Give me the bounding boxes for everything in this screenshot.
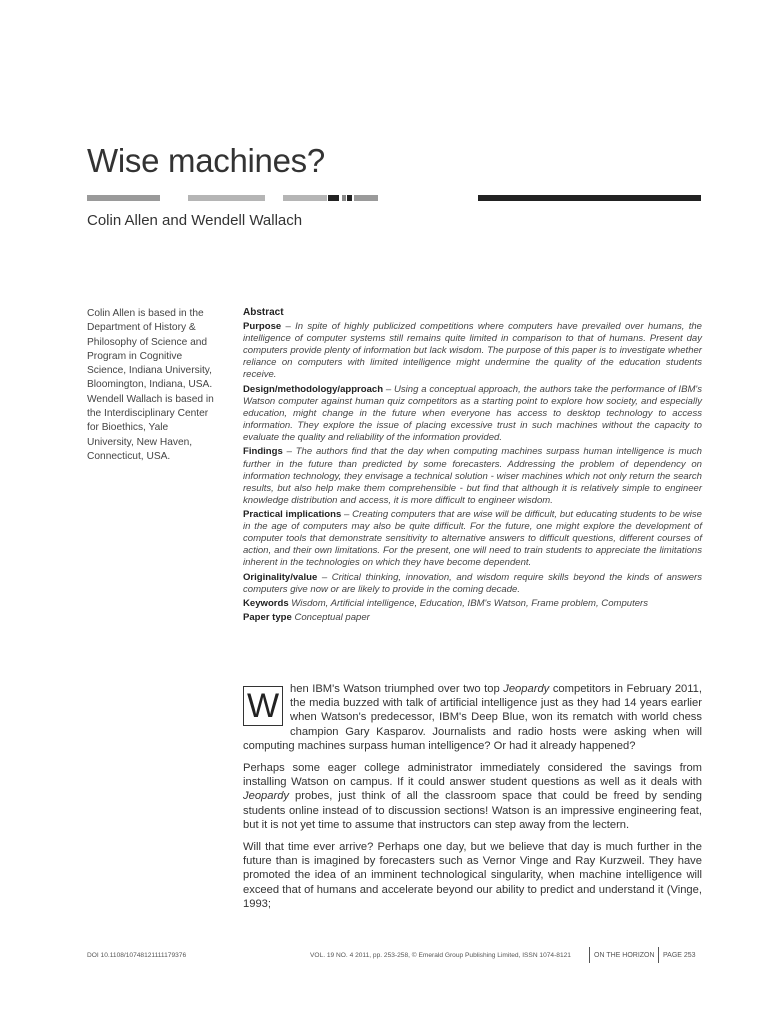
originality-label: Originality/value [243, 571, 318, 583]
purpose-text: – In spite of highly publicized competitions where computers have prevailed over humans, the intelligence of computer systems still remains quite limited in comparison to that of humans. Present day computers provide plenty of information but lack wisdom. The purpose of this paper is to investigate whether reliance on computers with limited intelligence might undermine the quality of the education students receive. [243, 321, 702, 381]
drop-cap: W [243, 686, 283, 726]
abstract-heading: Abstract [243, 307, 284, 318]
footer-journal: ON THE HORIZON [594, 952, 655, 959]
rule-segment [87, 195, 160, 201]
body-paragraph [243, 761, 702, 832]
purpose-label: Purpose [243, 321, 282, 333]
papertype-label: Paper type [243, 612, 292, 624]
body-paragraph [243, 682, 702, 753]
rule-segment [342, 195, 346, 201]
abstract-keywords [243, 598, 702, 610]
findings-text: – The authors find that the day when computing machines surpass human intelligence is much further in the future than predicted by some forecasters. Addressing the problem of dependency on information technology, they envisage a technical solution - wiser machines which not only return the search results, but also help make them comprehensible - but find that although it is relatively simple to engineer knowledge distribution and access, it is more difficult to engineer wisdom. [243, 446, 702, 506]
rule-segment [347, 195, 352, 201]
footer-doi: DOI 10.1108/10748121111179376 [87, 952, 187, 959]
footer-page: PAGE 253 [663, 952, 696, 959]
keywords-text: Wisdom, Artificial intelligence, Education, IBM's Watson, Frame problem, Computers [288, 598, 648, 610]
design-text: – Using a conceptual approach, the authors take the performance of IBM's Watson computer against human quiz competitors as a starting point to explore how society, and especially education, might change in the future when everyone has access to desktop technology to access information. They explore the issue of placing excessive trust in such machines without the capacity to evaluate the quality and reliability of the information provided. [243, 383, 702, 444]
practical-label: Practical implications [243, 509, 342, 521]
abstract-originality [243, 572, 702, 596]
papertype-text: Conceptual paper [291, 612, 370, 624]
title-rule [87, 195, 701, 201]
rule-segment [328, 195, 339, 201]
findings-label: Findings [243, 446, 283, 458]
body-text-span: competitors in February 2011, the media buzzed with talk of artificial intelligence just as they had 14 years earlier when Watson's predecessor, IBM's Deep Blue, won its rematch with world chess champion Gary Kasparov. Journalists and radio hosts were asking when will computing machines surpass human intelligence? Or had it already happened? [243, 683, 702, 752]
abstract-papertype [243, 612, 702, 624]
rule-segment [354, 195, 378, 201]
body-text-span: hen IBM's Watson triumphed over two top [290, 683, 504, 695]
rule-segment [478, 195, 701, 201]
body-emphasis: Jeopardy [243, 790, 290, 803]
abstract-findings [243, 446, 702, 506]
body-emphasis: Jeopardy [503, 683, 550, 695]
practical-text: – Creating computers that are wise will be difficult, but educating students to be wise in the age of computers may also be quite difficult. For the future, one might explore the development of computer tools that demonstrate sensitivity to alternative answers to difficult questions, different courses of action, and their own limitations. For the present, one will need to train students to appreciate the limitations inherent in the technologies on which they have become dependent. [243, 509, 702, 569]
rule-segment [188, 195, 265, 201]
rule-segment [382, 195, 476, 201]
body-text-span: Perhaps some eager college administrator immediately considered the savings from installing Watson on campus. If it could answer student questions as well as it deals with [243, 762, 702, 789]
article-authors: Colin Allen and Wendell Wallach [87, 212, 303, 229]
keywords-label: Keywords [243, 598, 289, 610]
article-body [243, 682, 702, 919]
body-text-span: probes, just think of all the classroom space that could be freed by sending students online instead of to discussion sections! Watson is an impressive engineering feat, but it is not yet time to assume that instructors can step away from the lectern. [243, 790, 702, 831]
abstract-purpose [243, 321, 702, 381]
originality-text: – Critical thinking, innovation, and wisdom require skills beyond the kinds of answers computers give now or are likely to provide in the coming decade. [243, 571, 702, 595]
abstract-practical [243, 509, 702, 569]
abstract [243, 307, 702, 627]
footer-divider [658, 947, 659, 963]
rule-segment [283, 195, 327, 201]
footer-divider [589, 947, 590, 963]
body-paragraph: Will that time ever arrive? Perhaps one day, but we believe that day is much further in the future than is imagined by forecasters such as Vernor Vinge and Ray Kurzweil. They have promoted the idea of an imminent technological singularity, when machine intelligence will exceed that of humans and accelerate beyond our ability to predict and understand it (Vinge, 1993; [243, 841, 702, 910]
design-label: Design/methodology/approach [243, 383, 384, 395]
author-bio: Colin Allen is based in the Department of History & Philosophy of Science and Program in Cognitive Science, Indiana University, Bloomington, Indiana, USA. Wendell Wallach is based in the Interdisciplinary Center for Bioethics, Yale University, New Haven, Connecticut, USA. [87, 308, 214, 462]
article-title: Wise machines? [87, 142, 325, 179]
abstract-design [243, 384, 702, 444]
footer-volume: VOL. 19 NO. 4 2011, pp. 253-258, © Emerald Group Publishing Limited, ISSN 1074-8121 [310, 952, 571, 959]
